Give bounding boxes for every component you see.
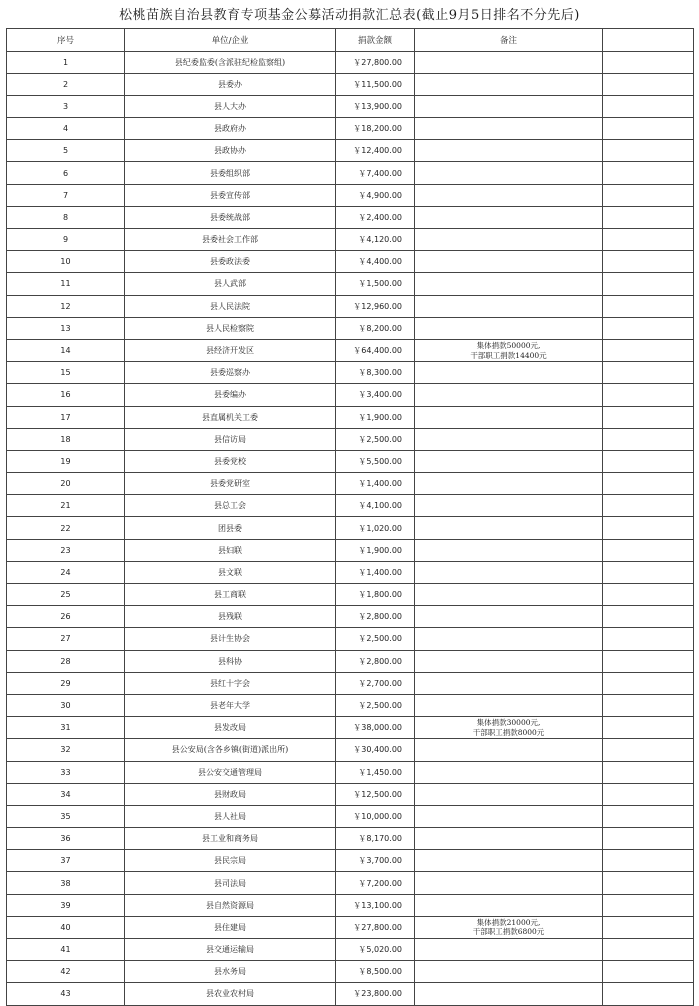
cell-unit: 县人民检察院 [125,317,336,339]
cell-note [415,916,603,938]
cell-index: 42 [7,961,125,983]
table-row [7,473,694,495]
cell-amount: ￥8,500.00 [336,961,415,983]
cell-unit: 县政协办 [125,140,336,162]
table-row [7,317,694,339]
cell-note [415,650,603,672]
cell-amount: ￥1,450.00 [336,761,415,783]
cell-index: 41 [7,939,125,961]
cell-note [415,428,603,450]
cell-unit: 县委办 [125,73,336,95]
table-row [7,51,694,73]
note-line: 集体捐款30000元, [476,718,541,728]
cell-note [415,539,603,561]
cell-amount: ￥23,800.00 [336,983,415,1005]
cell-index: 9 [7,229,125,251]
cell-blank [603,894,694,916]
cell-amount: ￥30,400.00 [336,739,415,761]
cell-blank [603,384,694,406]
table-row [7,606,694,628]
cell-blank [603,428,694,450]
table-row [7,584,694,606]
cell-amount: ￥64,400.00 [336,339,415,361]
cell-index: 25 [7,584,125,606]
cell-amount: ￥3,400.00 [336,384,415,406]
cell-unit: 县发改局 [125,717,336,739]
cell-note [415,406,603,428]
cell-blank [603,251,694,273]
cell-blank [603,939,694,961]
cell-amount: ￥4,120.00 [336,229,415,251]
cell-blank [603,406,694,428]
table-row [7,251,694,273]
cell-index: 23 [7,539,125,561]
cell-index: 21 [7,495,125,517]
cell-note [415,162,603,184]
cell-index: 39 [7,894,125,916]
table-row [7,561,694,583]
cell-blank [603,295,694,317]
cell-blank [603,495,694,517]
table-row [7,650,694,672]
cell-unit: 县财政局 [125,783,336,805]
table-row [7,406,694,428]
cell-note [415,73,603,95]
cell-blank [603,694,694,716]
table-row [7,672,694,694]
cell-note [415,384,603,406]
cell-blank [603,561,694,583]
cell-index: 20 [7,473,125,495]
cell-unit: 县经济开发区 [125,339,336,361]
cell-note [415,206,603,228]
cell-amount: ￥7,400.00 [336,162,415,184]
cell-unit: 县住建局 [125,916,336,938]
table-row [7,539,694,561]
cell-index: 18 [7,428,125,450]
table-row [7,739,694,761]
cell-index: 15 [7,362,125,384]
cell-index: 30 [7,694,125,716]
cell-unit: 县人武部 [125,273,336,295]
cell-unit: 县文联 [125,561,336,583]
cell-note [415,184,603,206]
cell-note [415,339,603,361]
table-row [7,872,694,894]
cell-note [415,894,603,916]
cell-index: 38 [7,872,125,894]
cell-unit: 县委编办 [125,384,336,406]
cell-unit: 县委党研室 [125,473,336,495]
cell-unit: 县交通运输局 [125,939,336,961]
cell-unit: 县委社会工作部 [125,229,336,251]
cell-note [415,517,603,539]
cell-blank [603,162,694,184]
cell-index: 40 [7,916,125,938]
cell-index: 11 [7,273,125,295]
cell-blank [603,805,694,827]
donation-summary-page [6,4,693,1006]
cell-index: 4 [7,118,125,140]
cell-amount: ￥2,700.00 [336,672,415,694]
table-row [7,961,694,983]
cell-note [415,983,603,1005]
cell-unit: 县老年大学 [125,694,336,716]
cell-blank [603,961,694,983]
table-row [7,162,694,184]
cell-amount: ￥8,300.00 [336,362,415,384]
cell-index: 16 [7,384,125,406]
table-row [7,384,694,406]
cell-unit: 县农业农村局 [125,983,336,1005]
cell-index: 24 [7,561,125,583]
table-row [7,428,694,450]
cell-unit: 县妇联 [125,539,336,561]
cell-note [415,672,603,694]
cell-unit: 县民宗局 [125,850,336,872]
cell-unit: 县司法局 [125,872,336,894]
table-body [7,51,694,1005]
cell-blank [603,450,694,472]
cell-unit: 县纪委监委(含派驻纪检监察组) [125,51,336,73]
cell-amount: ￥13,900.00 [336,95,415,117]
cell-amount: ￥1,900.00 [336,539,415,561]
cell-blank [603,473,694,495]
cell-note [415,939,603,961]
cell-index: 19 [7,450,125,472]
cell-note [415,694,603,716]
table-row [7,916,694,938]
table-row [7,850,694,872]
cell-note [415,961,603,983]
cell-amount: ￥1,020.00 [336,517,415,539]
table-row [7,983,694,1005]
cell-unit: 县总工会 [125,495,336,517]
cell-unit: 县委组织部 [125,162,336,184]
cell-index: 5 [7,140,125,162]
cell-blank [603,606,694,628]
header-index: 序号 [7,29,125,52]
cell-amount: ￥2,500.00 [336,694,415,716]
cell-unit: 团县委 [125,517,336,539]
cell-amount: ￥3,700.00 [336,850,415,872]
note-line: 干部职工捐款6800元 [472,927,545,937]
cell-note [415,295,603,317]
table-row [7,95,694,117]
cell-amount: ￥1,400.00 [336,473,415,495]
cell-blank [603,717,694,739]
cell-index: 26 [7,606,125,628]
cell-blank [603,628,694,650]
cell-blank [603,184,694,206]
cell-note [415,628,603,650]
cell-amount: ￥4,900.00 [336,184,415,206]
cell-index: 31 [7,717,125,739]
cell-blank [603,273,694,295]
cell-index: 27 [7,628,125,650]
cell-amount: ￥4,400.00 [336,251,415,273]
cell-note [415,828,603,850]
cell-unit: 县委巡察办 [125,362,336,384]
cell-index: 43 [7,983,125,1005]
cell-note [415,561,603,583]
cell-note [415,717,603,739]
cell-note [415,850,603,872]
cell-note [415,95,603,117]
cell-note [415,761,603,783]
table-row [7,339,694,361]
cell-amount: ￥13,100.00 [336,894,415,916]
cell-amount: ￥2,800.00 [336,606,415,628]
cell-note [415,362,603,384]
cell-blank [603,761,694,783]
cell-note [415,450,603,472]
cell-unit: 县人社局 [125,805,336,827]
cell-amount: ￥5,020.00 [336,939,415,961]
cell-index: 1 [7,51,125,73]
cell-index: 12 [7,295,125,317]
cell-blank [603,739,694,761]
cell-unit: 县政府办 [125,118,336,140]
cell-note [415,606,603,628]
cell-note [415,805,603,827]
cell-blank [603,73,694,95]
table-row [7,450,694,472]
table-row [7,295,694,317]
cell-index: 37 [7,850,125,872]
cell-blank [603,539,694,561]
cell-blank [603,95,694,117]
cell-blank [603,317,694,339]
table-row [7,140,694,162]
cell-note [415,317,603,339]
cell-blank [603,229,694,251]
cell-note [415,783,603,805]
cell-blank [603,850,694,872]
cell-index: 33 [7,761,125,783]
cell-index: 36 [7,828,125,850]
table-row [7,761,694,783]
cell-amount: ￥12,960.00 [336,295,415,317]
cell-note [415,739,603,761]
cell-unit: 县公安局(含各乡镇(街道)派出所) [125,739,336,761]
note-line: 集体捐款21000元, [476,917,541,927]
table-row [7,495,694,517]
cell-unit: 县人民法院 [125,295,336,317]
cell-blank [603,916,694,938]
cell-unit: 县科协 [125,650,336,672]
cell-note [415,872,603,894]
cell-note [415,118,603,140]
cell-amount: ￥8,200.00 [336,317,415,339]
cell-note [415,51,603,73]
cell-amount: ￥12,500.00 [336,783,415,805]
note-line: 干部职工捐款14400元 [470,350,547,360]
donation-table [6,28,694,1006]
cell-index: 35 [7,805,125,827]
table-row [7,229,694,251]
cell-unit: 县委党校 [125,450,336,472]
cell-note [415,229,603,251]
cell-blank [603,584,694,606]
header-blank [603,29,694,52]
cell-blank [603,339,694,361]
cell-amount: ￥2,500.00 [336,428,415,450]
cell-index: 32 [7,739,125,761]
cell-amount: ￥8,170.00 [336,828,415,850]
table-row [7,517,694,539]
table-row [7,273,694,295]
cell-blank [603,206,694,228]
cell-unit: 县红十字会 [125,672,336,694]
cell-amount: ￥27,800.00 [336,51,415,73]
cell-index: 7 [7,184,125,206]
cell-blank [603,140,694,162]
table-row [7,717,694,739]
cell-blank [603,828,694,850]
table-row [7,939,694,961]
cell-index: 17 [7,406,125,428]
cell-blank [603,983,694,1005]
cell-index: 22 [7,517,125,539]
cell-index: 10 [7,251,125,273]
cell-index: 2 [7,73,125,95]
cell-blank [603,118,694,140]
note-line: 干部职工捐款8000元 [472,727,545,737]
cell-amount: ￥12,400.00 [336,140,415,162]
cell-unit: 县直属机关工委 [125,406,336,428]
cell-unit: 县信访局 [125,428,336,450]
cell-amount: ￥10,000.00 [336,805,415,827]
table-header-row [7,29,694,52]
cell-amount: ￥4,100.00 [336,495,415,517]
cell-index: 28 [7,650,125,672]
cell-unit: 县委统战部 [125,206,336,228]
cell-note [415,584,603,606]
cell-amount: ￥1,400.00 [336,561,415,583]
cell-unit: 县水务局 [125,961,336,983]
table-row [7,828,694,850]
cell-index: 13 [7,317,125,339]
cell-blank [603,517,694,539]
cell-unit: 县委宣传部 [125,184,336,206]
cell-amount: ￥7,200.00 [336,872,415,894]
cell-index: 14 [7,339,125,361]
cell-unit: 县工业和商务局 [125,828,336,850]
cell-note [415,251,603,273]
table-row [7,118,694,140]
cell-amount: ￥2,400.00 [336,206,415,228]
cell-amount: ￥2,800.00 [336,650,415,672]
table-row [7,73,694,95]
cell-note [415,473,603,495]
cell-blank [603,51,694,73]
cell-index: 3 [7,95,125,117]
cell-amount: ￥27,800.00 [336,916,415,938]
cell-amount: ￥1,500.00 [336,273,415,295]
cell-unit: 县公安交通管理局 [125,761,336,783]
table-row [7,206,694,228]
cell-unit: 县计生协会 [125,628,336,650]
cell-index: 6 [7,162,125,184]
cell-note [415,140,603,162]
cell-amount: ￥5,500.00 [336,450,415,472]
header-unit: 单位/企业 [125,29,336,52]
table-row [7,694,694,716]
cell-note [415,273,603,295]
page-title: 松桃苗族自治县教育专项基金公募活动捐款汇总表(截止9月5日排名不分先后) [119,8,580,23]
cell-blank [603,650,694,672]
cell-amount: ￥1,900.00 [336,406,415,428]
cell-amount: ￥18,200.00 [336,118,415,140]
cell-index: 8 [7,206,125,228]
cell-blank [603,672,694,694]
cell-blank [603,362,694,384]
cell-amount: ￥38,000.00 [336,717,415,739]
cell-note [415,495,603,517]
table-row [7,628,694,650]
cell-unit: 县自然资源局 [125,894,336,916]
table-row [7,805,694,827]
cell-index: 34 [7,783,125,805]
table-row [7,783,694,805]
header-note: 备注 [415,29,603,52]
note-line: 集体捐款50000元, [476,341,541,351]
cell-index: 29 [7,672,125,694]
cell-unit: 县工商联 [125,584,336,606]
cell-unit: 县人大办 [125,95,336,117]
cell-unit: 县委政法委 [125,251,336,273]
header-amount: 捐款金额 [336,29,415,52]
table-row [7,362,694,384]
table-row [7,184,694,206]
cell-blank [603,783,694,805]
cell-amount: ￥11,500.00 [336,73,415,95]
cell-amount: ￥1,800.00 [336,584,415,606]
cell-unit: 县残联 [125,606,336,628]
cell-blank [603,872,694,894]
cell-amount: ￥2,500.00 [336,628,415,650]
table-row [7,894,694,916]
